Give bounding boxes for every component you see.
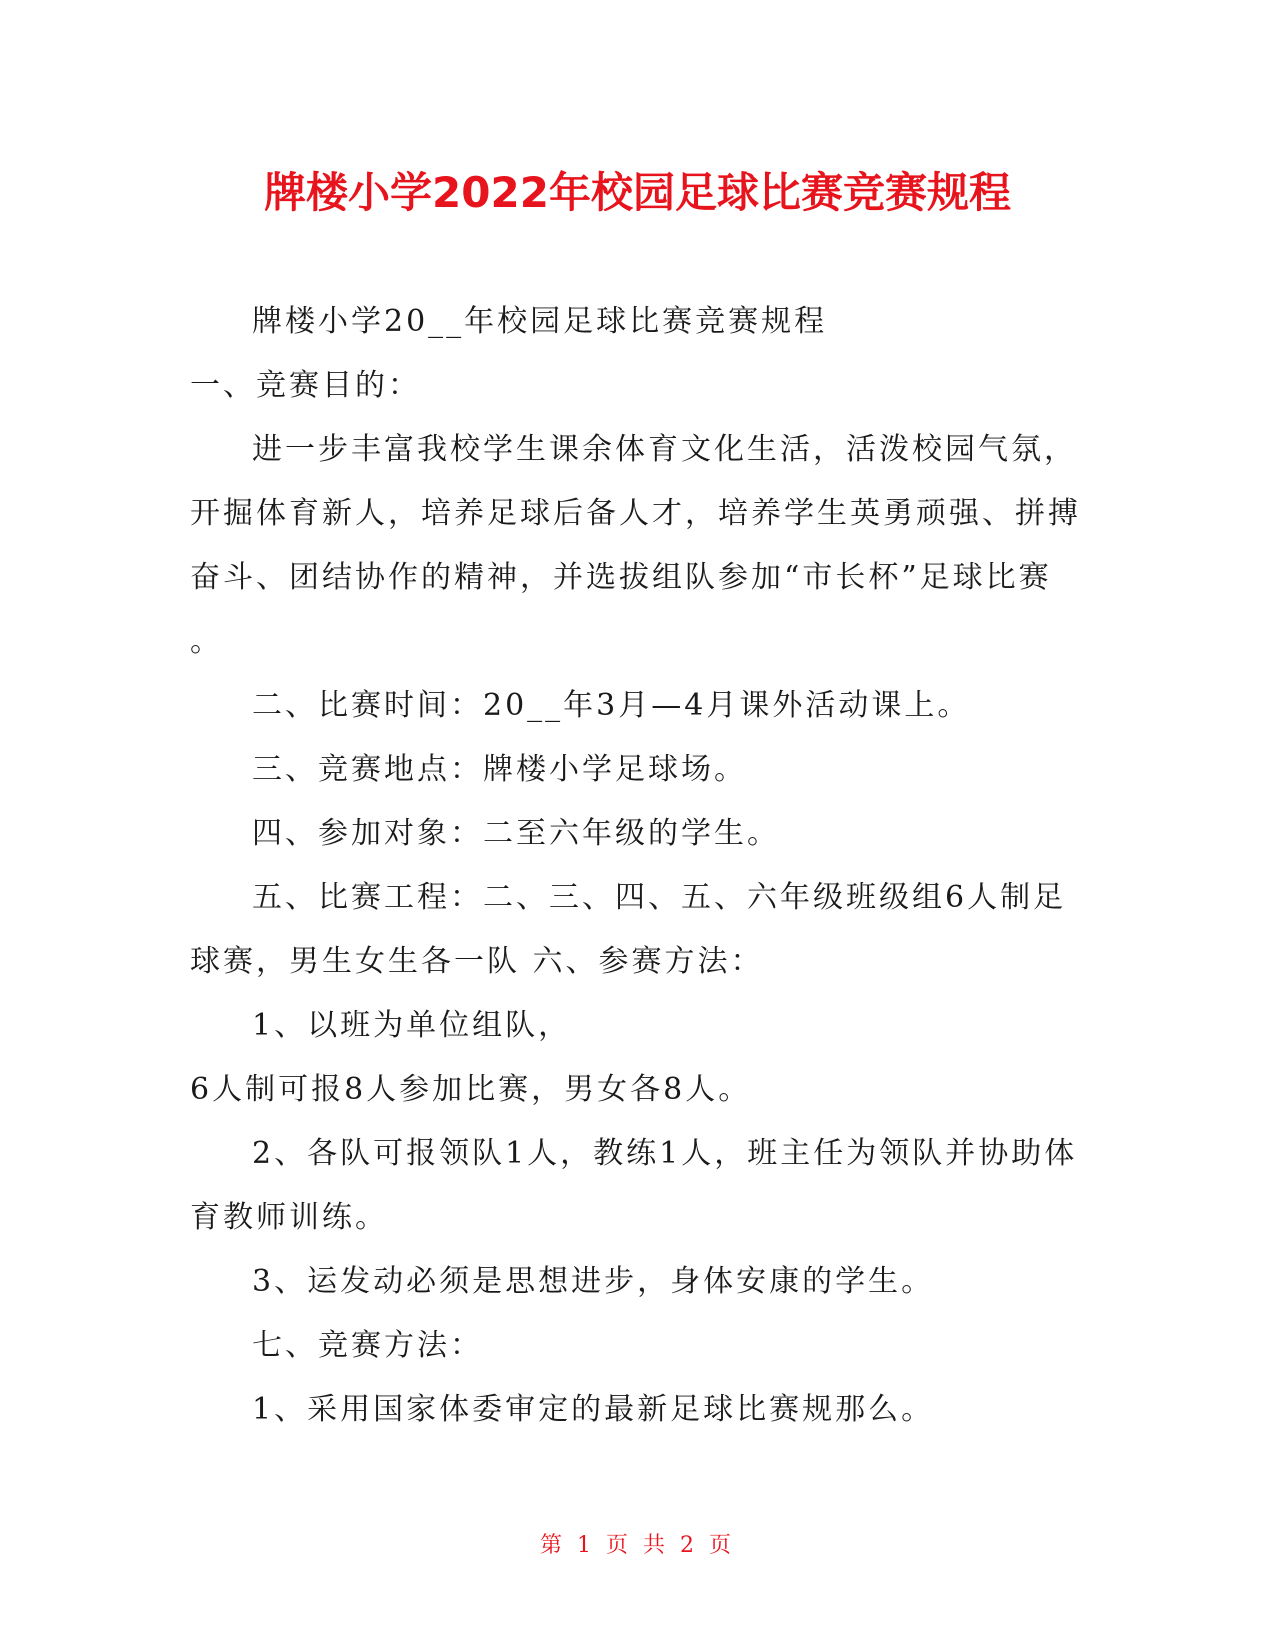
body-line: 开掘体育新人，培养足球后备人才，培养学生英勇顽强、拼搏 xyxy=(190,496,1081,531)
body-line: 6人制可报8人参加比赛，男女各8人。 xyxy=(190,1072,752,1107)
body-line: 三、竞赛地点：牌楼小学足球场。 xyxy=(252,752,747,787)
document-title: 牌楼小学2022年校园足球比赛竞赛规程 xyxy=(264,168,1011,217)
body-line: 1、采用国家体委审定的最新足球比赛规那么。 xyxy=(252,1392,935,1427)
body-line: 球赛，男生女生各一队 六、参赛方法： xyxy=(190,944,764,979)
body-line: 二、比赛时间：20__年3月—4月课外活动课上。 xyxy=(252,688,971,723)
document-body xyxy=(190,290,1090,1442)
body-line: 2、各队可报领队1人，教练1人，班主任为领队并协助体 xyxy=(252,1136,1078,1171)
body-line: 3、运发动必须是思想进步，身体安康的学生。 xyxy=(252,1264,935,1299)
body-line: 七、竞赛方法： xyxy=(252,1328,483,1363)
body-line: 进一步丰富我校学生课余体育文化生活，活泼校园气氛， xyxy=(252,432,1077,467)
body-line: 。 xyxy=(190,624,223,659)
page-footer: 第 1 页 共 2 页 xyxy=(540,1533,735,1558)
body-line: 四、参加对象：二至六年级的学生。 xyxy=(252,816,780,851)
body-line: 1、以班为单位组队， xyxy=(252,1008,572,1043)
body-line: 牌楼小学20__年校园足球比赛竞赛规程 xyxy=(252,304,828,339)
body-line: 育教师训练。 xyxy=(190,1200,388,1235)
body-line: 五、比赛工程：二、三、四、五、六年级班级组6人制足 xyxy=(252,880,1067,915)
body-line: 一、竞赛目的： xyxy=(190,368,421,403)
body-line: 奋斗、团结协作的精神，并选拔组队参加“市长杯”足球比赛 xyxy=(190,560,1052,595)
